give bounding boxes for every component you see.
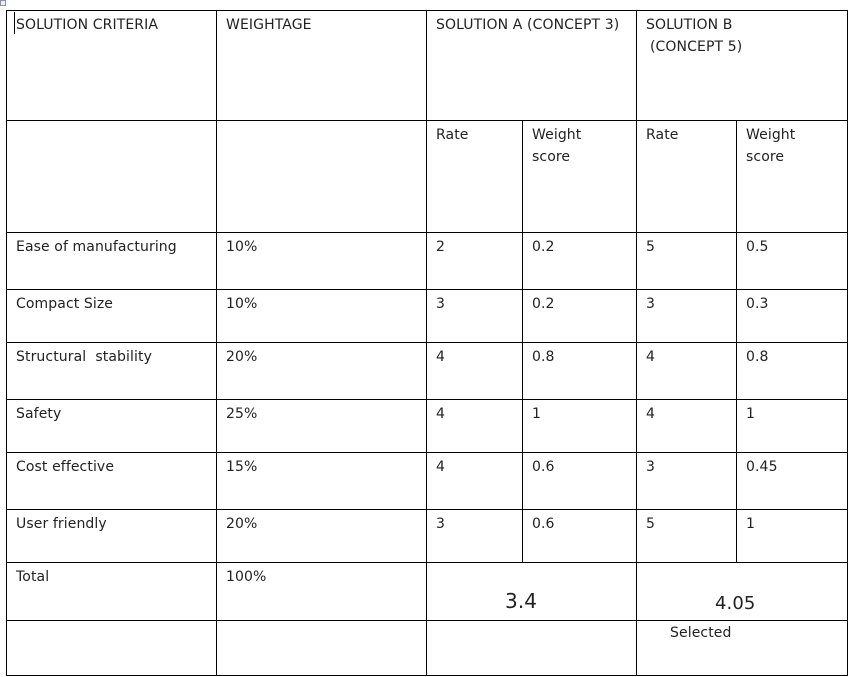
selection-solution-b[interactable]: [637, 621, 848, 676]
selection-blank-weightage[interactable]: [217, 621, 427, 676]
cell-a-rate[interactable]: 2: [427, 233, 523, 290]
cell-a-score[interactable]: 0.2: [523, 290, 637, 343]
cell-criteria[interactable]: Structural stability: [7, 343, 217, 400]
cell-a-rate[interactable]: 3: [427, 290, 523, 343]
cell-b-rate[interactable]: 4: [637, 400, 737, 453]
cell-weightage[interactable]: 10%: [217, 233, 427, 290]
cell-criteria[interactable]: User friendly: [7, 510, 217, 563]
cell-b-rate[interactable]: 5: [637, 233, 737, 290]
selection-row: [7, 621, 848, 676]
cell-b-rate[interactable]: 3: [637, 453, 737, 510]
header-row: [7, 11, 848, 121]
subheader-blank-weightage[interactable]: [217, 121, 427, 233]
cell-a-score[interactable]: 0.6: [523, 510, 637, 563]
selection-blank-criteria[interactable]: [7, 621, 217, 676]
cell-a-score[interactable]: 1: [523, 400, 637, 453]
cell-weightage[interactable]: 10%: [217, 290, 427, 343]
cell-b-rate[interactable]: 3: [637, 290, 737, 343]
header-criteria[interactable]: SOLUTION CRITERIA: [7, 11, 217, 121]
cell-a-rate[interactable]: 4: [427, 453, 523, 510]
cell-a-rate[interactable]: 3: [427, 510, 523, 563]
table-row: [7, 343, 848, 400]
total-row: [7, 563, 848, 621]
subheader-b-rate[interactable]: Rate: [637, 121, 737, 233]
cell-b-rate[interactable]: 4: [637, 343, 737, 400]
cell-b-score[interactable]: 0.45: [737, 453, 848, 510]
table-row: [7, 510, 848, 563]
total-weightage[interactable]: 100%: [217, 563, 427, 621]
cell-a-score[interactable]: 0.8: [523, 343, 637, 400]
total-solution-a[interactable]: 3.4: [427, 563, 637, 621]
cell-a-rate[interactable]: 4: [427, 343, 523, 400]
header-solution-b[interactable]: SOLUTION B (CONCEPT 5): [637, 11, 848, 121]
subheader-row: [7, 121, 848, 233]
decision-matrix-table: [6, 10, 848, 676]
cell-b-rate[interactable]: 5: [637, 510, 737, 563]
subheader-a-rate[interactable]: Rate: [427, 121, 523, 233]
cell-criteria[interactable]: Cost effective: [7, 453, 217, 510]
selection-solution-a[interactable]: [427, 621, 637, 676]
table-row: [7, 400, 848, 453]
cell-criteria[interactable]: Compact Size: [7, 290, 217, 343]
table-row: [7, 290, 848, 343]
selected-label: Selected: [670, 625, 732, 641]
table-move-handle[interactable]: [0, 0, 6, 6]
subheader-a-weight-score[interactable]: Weight score: [523, 121, 637, 233]
subheader-b-weight-score[interactable]: Weight score: [737, 121, 848, 233]
cell-b-score[interactable]: 1: [737, 400, 848, 453]
subheader-blank-criteria[interactable]: [7, 121, 217, 233]
cell-a-score[interactable]: 0.6: [523, 453, 637, 510]
table-row: [7, 453, 848, 510]
cell-b-score[interactable]: 0.5: [737, 233, 848, 290]
cell-weightage[interactable]: 20%: [217, 510, 427, 563]
header-weightage[interactable]: WEIGHTAGE: [217, 11, 427, 121]
cell-b-score[interactable]: 0.8: [737, 343, 848, 400]
cell-a-rate[interactable]: 4: [427, 400, 523, 453]
cell-criteria[interactable]: Safety: [7, 400, 217, 453]
cell-weightage[interactable]: 25%: [217, 400, 427, 453]
cell-a-score[interactable]: 0.2: [523, 233, 637, 290]
header-solution-a[interactable]: SOLUTION A (CONCEPT 3): [427, 11, 637, 121]
cell-criteria[interactable]: Ease of manufacturing: [7, 233, 217, 290]
cell-weightage[interactable]: 20%: [217, 343, 427, 400]
table-row: [7, 233, 848, 290]
cell-weightage[interactable]: 15%: [217, 453, 427, 510]
cell-b-score[interactable]: 1: [737, 510, 848, 563]
cell-b-score[interactable]: 0.3: [737, 290, 848, 343]
total-label[interactable]: Total: [7, 563, 217, 621]
total-solution-b[interactable]: 4.05: [637, 563, 848, 621]
